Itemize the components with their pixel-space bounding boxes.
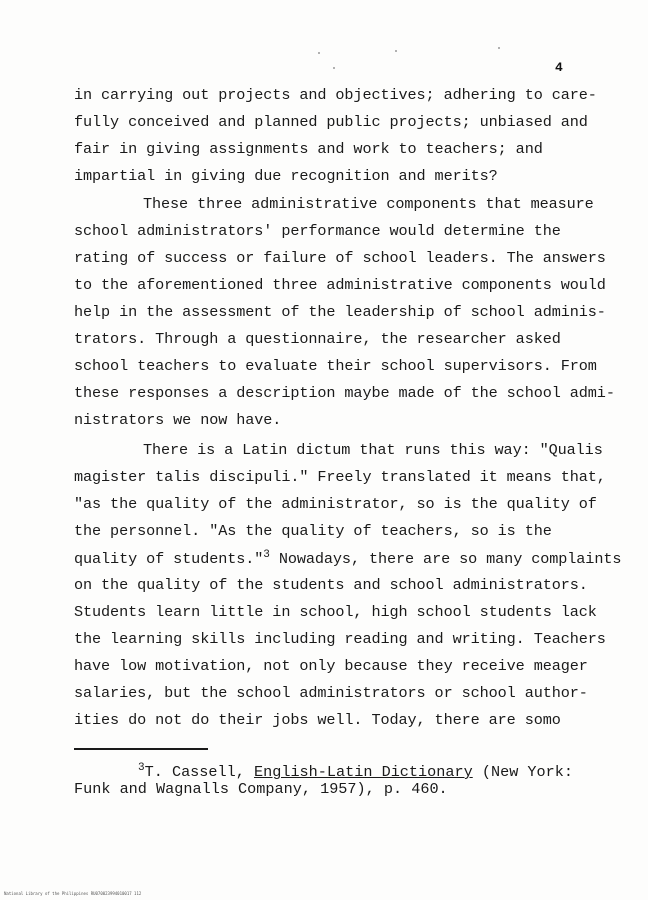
paragraph-first-line: There is a Latin dictum that runs this way: "Qualis — [143, 441, 603, 459]
body-line-with-footnote-ref — [74, 549, 621, 568]
body-line: Students learn little in school, high school students lack — [74, 603, 597, 621]
body-line: magister talis discipuli." Freely translated it means that, — [74, 468, 606, 486]
body-line: the personnel. "As the quality of teachers, so is the — [74, 522, 552, 540]
body-line: ities do not do their jobs well. Today, there are somo — [74, 711, 561, 729]
scan-speck — [498, 47, 500, 49]
footnote-line-2: Funk and Wagnalls Company, 1957), p. 460. — [74, 780, 448, 798]
body-line: on the quality of the students and school administrators. — [74, 576, 588, 594]
body-line: nistrators we now have. — [74, 411, 282, 429]
body-line: fully conceived and planned public projects; unbiased and — [74, 113, 588, 131]
body-line: salaries, but the school administrators or school author- — [74, 684, 588, 702]
footnote-place: (New York: — [472, 763, 573, 781]
paragraph-first-line: These three administrative components that measure — [143, 195, 594, 213]
body-line: trators. Through a questionnaire, the researcher asked — [74, 330, 561, 348]
footnote-author: T. Cassell, — [144, 763, 254, 781]
body-line: these responses a description maybe made of the school admi- — [74, 384, 615, 402]
body-line: fair in giving assignments and work to teachers; and — [74, 140, 543, 158]
scan-speck — [395, 50, 397, 52]
footnote-title: English-Latin Dictionary — [253, 763, 473, 781]
body-line: help in the assessment of the leadership of school adminis- — [74, 303, 606, 321]
footnote-line-1 — [138, 762, 573, 781]
body-line-end: Nowadays, there are so many complaints — [269, 550, 622, 568]
body-line: the learning skills including reading and writing. Teachers — [74, 630, 606, 648]
footnote-reference: 3 — [263, 549, 270, 561]
body-line: school teachers to evaluate their school supervisors. From — [74, 357, 597, 375]
body-line: "as the quality of the administrator, so is the quality of — [74, 495, 597, 513]
body-line: school administrators' performance would determine the — [74, 222, 561, 240]
body-line: have low motivation, not only because they receive meager — [74, 657, 588, 675]
page-number: 4 — [555, 60, 563, 75]
body-line-start: quality of students." — [74, 550, 264, 568]
body-line: in carrying out projects and objectives; adhering to care- — [74, 86, 597, 104]
footnote-number: 3 — [138, 762, 145, 774]
archive-footer: National Library of the Philippines RU070023994010017 112 — [4, 891, 142, 896]
footnote-divider — [74, 748, 208, 750]
body-line: rating of success or failure of school leaders. The answers — [74, 249, 606, 267]
body-line: impartial in giving due recognition and merits? — [74, 167, 498, 185]
scan-speck — [318, 52, 320, 54]
scan-speck — [333, 67, 335, 69]
body-line: to the aforementioned three administrative components would — [74, 276, 606, 294]
